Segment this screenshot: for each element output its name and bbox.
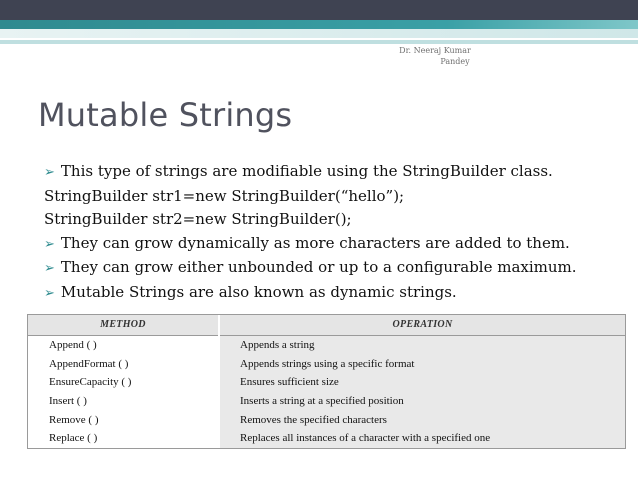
method-cell: AppendFormat ( ) (28, 354, 219, 373)
operation-cell: Inserts a string at a specified position (219, 392, 625, 411)
body-line-6 (44, 281, 634, 306)
slide-title: Mutable Strings (38, 96, 293, 134)
method-header: METHOD (28, 315, 219, 335)
body-line-text: They can grow dynamically as more characters are added to them. (60, 233, 570, 252)
operation-header: OPERATION (219, 315, 625, 335)
header-band-teal (0, 20, 638, 29)
body-line-5 (44, 256, 634, 281)
table-row (28, 392, 625, 411)
operation-cell: Appends a string (219, 335, 625, 354)
author-credit (385, 45, 485, 67)
table-row (28, 410, 625, 429)
header-band-dark (0, 0, 638, 20)
bullet-arrow-icon: ➢ (44, 285, 55, 301)
bullet-arrow-icon: ➢ (44, 261, 55, 276)
code-line-text: StringBuilder str1=new StringBuilder(“hello”); (44, 186, 405, 205)
body-line-4 (44, 232, 634, 257)
body-line-text: This type of strings are modifiable using the StringBuilder class. (60, 162, 553, 180)
body-line-3 (44, 208, 634, 232)
bullet-arrow-icon: ➢ (44, 236, 55, 252)
operation-cell: Appends strings using a specific format (219, 354, 625, 373)
method-cell: Append ( ) (28, 335, 219, 354)
header-band-thin (0, 40, 638, 44)
author-line-1: Dr. Neeraj Kumar (399, 46, 471, 55)
table-row (28, 335, 625, 354)
method-cell: Insert ( ) (28, 392, 219, 411)
slide-body (44, 160, 634, 305)
body-line-text: Mutable Strings are also known as dynamic strings. (60, 282, 457, 301)
table-row (28, 429, 625, 448)
bullet-arrow-icon: ➢ (44, 165, 55, 180)
author-line-2: Pandey (440, 57, 470, 66)
body-line-text: They can grow either unbounded or up to a configurable maximum. (60, 258, 577, 276)
methods-table (27, 314, 626, 449)
body-line-2 (44, 185, 634, 209)
operation-cell: Ensures sufficient size (219, 373, 625, 392)
method-cell: Replace ( ) (28, 429, 219, 448)
operation-cell: Replaces all instances of a character with a specified one (219, 429, 625, 448)
header-band-light (0, 29, 638, 38)
method-cell: EnsureCapacity ( ) (28, 373, 219, 392)
body-line-1 (44, 160, 634, 185)
code-line-text: StringBuilder str2=new StringBuilder(); (44, 210, 352, 228)
table-row (28, 354, 625, 373)
operation-cell: Removes the specified characters (219, 410, 625, 429)
table-header-row (28, 315, 625, 335)
method-cell: Remove ( ) (28, 410, 219, 429)
table-row (28, 373, 625, 392)
